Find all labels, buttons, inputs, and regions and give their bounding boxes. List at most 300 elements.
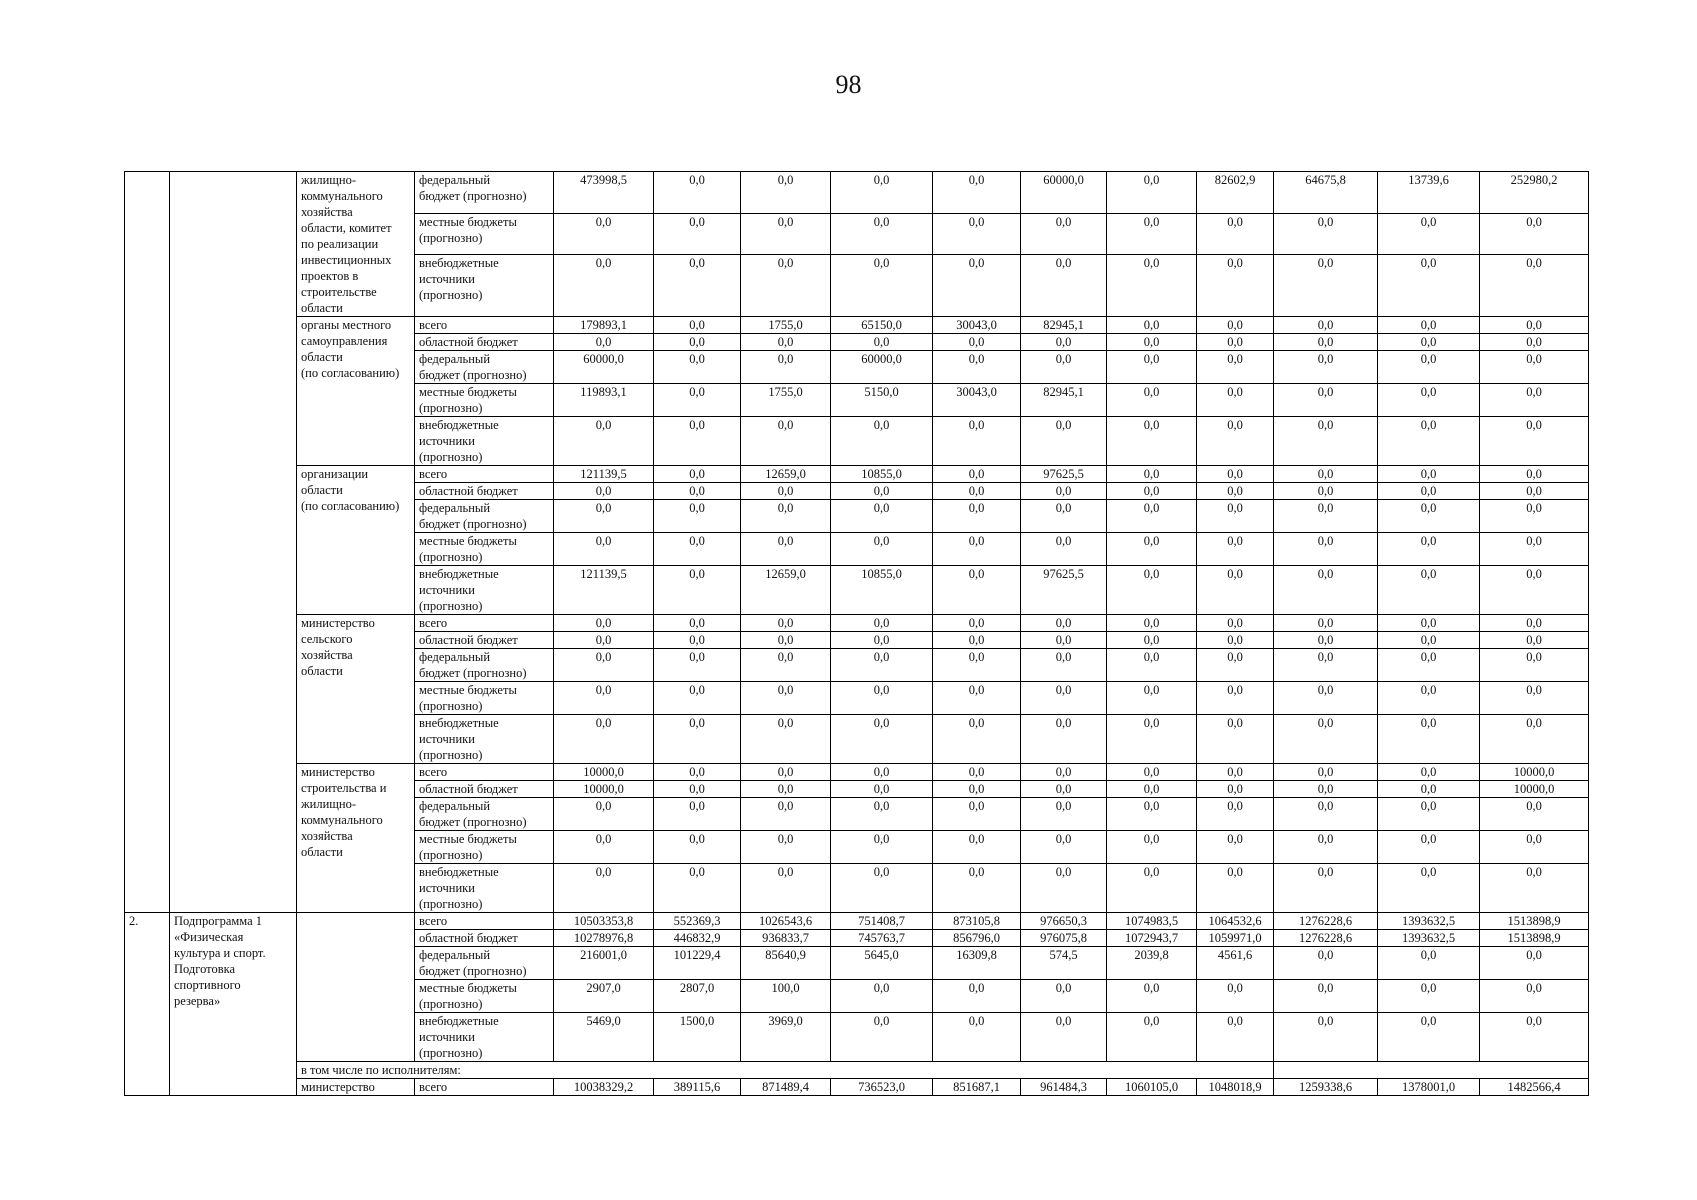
amount-cell: 0,0 bbox=[1197, 781, 1274, 798]
amount-cell: 121139,5 bbox=[554, 566, 654, 615]
amount-cell: 1276228,6 bbox=[1274, 930, 1378, 947]
amount-cell: 961484,3 bbox=[1021, 1079, 1107, 1096]
amount-cell: 0,0 bbox=[1274, 864, 1378, 913]
amount-cell: 0,0 bbox=[831, 715, 933, 764]
amount-cell: 0,0 bbox=[741, 715, 831, 764]
amount-cell: 0,0 bbox=[654, 781, 741, 798]
executor-cell: органы местного самоуправления области (по согласованию) bbox=[297, 317, 415, 466]
amount-cell: 0,0 bbox=[554, 500, 654, 533]
amount-cell: 0,0 bbox=[1197, 864, 1274, 913]
amount-cell: 1378001,0 bbox=[1378, 1079, 1480, 1096]
amount-cell: 0,0 bbox=[654, 649, 741, 682]
amount-cell: 0,0 bbox=[831, 864, 933, 913]
amount-cell: 0,0 bbox=[1021, 798, 1107, 831]
amount-cell: 0,0 bbox=[654, 764, 741, 781]
amount-cell: 0,0 bbox=[1378, 764, 1480, 781]
amount-cell: 0,0 bbox=[1197, 632, 1274, 649]
amount-cell: 0,0 bbox=[1378, 417, 1480, 466]
amount-cell: 0,0 bbox=[654, 500, 741, 533]
amount-cell: 856796,0 bbox=[933, 930, 1021, 947]
amount-cell: 0,0 bbox=[741, 351, 831, 384]
amount-cell: 0,0 bbox=[741, 632, 831, 649]
table-row bbox=[125, 466, 1589, 483]
amount-cell: 0,0 bbox=[741, 615, 831, 632]
amount-cell: 0,0 bbox=[1274, 466, 1378, 483]
amount-cell: 0,0 bbox=[933, 649, 1021, 682]
amount-cell: 0,0 bbox=[1480, 980, 1589, 1013]
amount-cell: 0,0 bbox=[654, 483, 741, 500]
amount-cell: 0,0 bbox=[1274, 798, 1378, 831]
amount-cell: 119893,1 bbox=[554, 384, 654, 417]
amount-cell: 4561,6 bbox=[1197, 947, 1274, 980]
amount-cell: 0,0 bbox=[654, 417, 741, 466]
amount-cell: 0,0 bbox=[1274, 533, 1378, 566]
amount-cell: 0,0 bbox=[1480, 947, 1589, 980]
amount-cell: 0,0 bbox=[1480, 682, 1589, 715]
amount-cell: 0,0 bbox=[831, 632, 933, 649]
funding-source-cell: всего bbox=[415, 913, 554, 930]
amount-cell: 0,0 bbox=[1107, 172, 1197, 214]
funding-source-cell: всего bbox=[415, 764, 554, 781]
amount-cell: 0,0 bbox=[741, 764, 831, 781]
funding-source-cell: областной бюджет bbox=[415, 632, 554, 649]
funding-source-cell: федеральный бюджет (прогнозно) bbox=[415, 500, 554, 533]
funding-source-cell: федеральный бюджет (прогнозно) bbox=[415, 172, 554, 214]
amount-cell: 5645,0 bbox=[831, 947, 933, 980]
amount-cell: 82602,9 bbox=[1197, 172, 1274, 214]
amount-cell: 1500,0 bbox=[654, 1013, 741, 1062]
amount-cell: 0,0 bbox=[1274, 649, 1378, 682]
amount-cell: 0,0 bbox=[654, 715, 741, 764]
amount-cell: 552369,3 bbox=[654, 913, 741, 930]
funding-source-cell: внебюджетные источники (прогнозно) bbox=[415, 417, 554, 466]
amount-cell: 10855,0 bbox=[831, 566, 933, 615]
amount-cell: 1393632,5 bbox=[1378, 930, 1480, 947]
amount-cell: 0,0 bbox=[1107, 615, 1197, 632]
amount-cell: 0,0 bbox=[1021, 615, 1107, 632]
amount-cell: 0,0 bbox=[741, 798, 831, 831]
amount-cell: 0,0 bbox=[1274, 483, 1378, 500]
amount-cell: 65150,0 bbox=[831, 317, 933, 334]
amount-cell: 0,0 bbox=[1274, 417, 1378, 466]
amount-cell: 0,0 bbox=[933, 334, 1021, 351]
amount-cell: 10038329,2 bbox=[554, 1079, 654, 1096]
amount-cell: 0,0 bbox=[1021, 255, 1107, 317]
funding-source-cell: местные бюджеты (прогнозно) bbox=[415, 384, 554, 417]
amount-cell: 0,0 bbox=[1480, 351, 1589, 384]
executor-cell: министерство bbox=[297, 1079, 415, 1096]
amount-cell: 0,0 bbox=[1021, 781, 1107, 798]
amount-cell: 30043,0 bbox=[933, 317, 1021, 334]
amount-cell: 0,0 bbox=[1274, 1013, 1378, 1062]
amount-cell: 0,0 bbox=[1107, 500, 1197, 533]
row-number-cell bbox=[125, 172, 170, 913]
amount-cell: 64675,8 bbox=[1274, 172, 1378, 214]
amount-cell: 0,0 bbox=[1107, 384, 1197, 417]
amount-cell: 871489,4 bbox=[741, 1079, 831, 1096]
amount-cell: 0,0 bbox=[1107, 682, 1197, 715]
amount-cell: 0,0 bbox=[1274, 384, 1378, 417]
amount-cell: 0,0 bbox=[1480, 384, 1589, 417]
table-row bbox=[125, 317, 1589, 334]
table-row bbox=[125, 913, 1589, 930]
amount-cell: 0,0 bbox=[831, 334, 933, 351]
amount-cell: 0,0 bbox=[831, 533, 933, 566]
amount-cell: 0,0 bbox=[741, 682, 831, 715]
amount-cell: 3969,0 bbox=[741, 1013, 831, 1062]
subheader-empty-cell bbox=[1274, 1062, 1589, 1079]
amount-cell: 0,0 bbox=[654, 384, 741, 417]
amount-cell: 0,0 bbox=[1480, 798, 1589, 831]
amount-cell: 5469,0 bbox=[554, 1013, 654, 1062]
amount-cell: 0,0 bbox=[1107, 649, 1197, 682]
amount-cell: 0,0 bbox=[654, 213, 741, 255]
amount-cell: 0,0 bbox=[554, 682, 654, 715]
amount-cell: 0,0 bbox=[1107, 798, 1197, 831]
amount-cell: 0,0 bbox=[933, 351, 1021, 384]
amount-cell: 0,0 bbox=[741, 213, 831, 255]
amount-cell: 13739,6 bbox=[1378, 172, 1480, 214]
executor-cell: организации области (по согласованию) bbox=[297, 466, 415, 615]
funding-source-cell: внебюджетные источники (прогнозно) bbox=[415, 1013, 554, 1062]
amount-cell: 0,0 bbox=[831, 980, 933, 1013]
amount-cell: 0,0 bbox=[1274, 255, 1378, 317]
amount-cell: 0,0 bbox=[741, 172, 831, 214]
amount-cell: 0,0 bbox=[1197, 384, 1274, 417]
subheader-cell: в том числе по исполнителям: bbox=[297, 1062, 1274, 1079]
amount-cell: 0,0 bbox=[1107, 317, 1197, 334]
amount-cell: 0,0 bbox=[933, 831, 1021, 864]
amount-cell: 0,0 bbox=[1107, 632, 1197, 649]
amount-cell: 0,0 bbox=[1021, 649, 1107, 682]
amount-cell: 0,0 bbox=[741, 864, 831, 913]
amount-cell: 0,0 bbox=[1378, 334, 1480, 351]
amount-cell: 0,0 bbox=[1480, 255, 1589, 317]
amount-cell: 0,0 bbox=[1378, 682, 1480, 715]
amount-cell: 0,0 bbox=[831, 500, 933, 533]
amount-cell: 0,0 bbox=[1480, 715, 1589, 764]
amount-cell: 0,0 bbox=[831, 1013, 933, 1062]
amount-cell: 0,0 bbox=[933, 632, 1021, 649]
amount-cell: 936833,7 bbox=[741, 930, 831, 947]
amount-cell: 1026543,6 bbox=[741, 913, 831, 930]
amount-cell: 0,0 bbox=[554, 615, 654, 632]
amount-cell: 0,0 bbox=[554, 483, 654, 500]
amount-cell: 0,0 bbox=[933, 1013, 1021, 1062]
amount-cell: 0,0 bbox=[933, 566, 1021, 615]
amount-cell: 0,0 bbox=[1480, 500, 1589, 533]
amount-cell: 0,0 bbox=[741, 483, 831, 500]
amount-cell: 0,0 bbox=[654, 317, 741, 334]
amount-cell: 0,0 bbox=[1378, 864, 1480, 913]
amount-cell: 0,0 bbox=[741, 781, 831, 798]
funding-source-cell: внебюджетные источники (прогнозно) bbox=[415, 864, 554, 913]
amount-cell: 0,0 bbox=[1021, 533, 1107, 566]
amount-cell: 0,0 bbox=[1274, 947, 1378, 980]
amount-cell: 82945,1 bbox=[1021, 317, 1107, 334]
amount-cell: 736523,0 bbox=[831, 1079, 933, 1096]
amount-cell: 745763,7 bbox=[831, 930, 933, 947]
amount-cell: 0,0 bbox=[654, 533, 741, 566]
amount-cell: 0,0 bbox=[1107, 831, 1197, 864]
funding-source-cell: федеральный бюджет (прогнозно) bbox=[415, 351, 554, 384]
amount-cell: 0,0 bbox=[1021, 980, 1107, 1013]
amount-cell: 0,0 bbox=[1197, 351, 1274, 384]
amount-cell: 0,0 bbox=[654, 864, 741, 913]
amount-cell: 82945,1 bbox=[1021, 384, 1107, 417]
amount-cell: 179893,1 bbox=[554, 317, 654, 334]
funding-source-cell: местные бюджеты (прогнозно) bbox=[415, 533, 554, 566]
program-name-cell: Подпрограмма 1 «Физическая культура и спорт. Подготовка спортивного резерва» bbox=[170, 913, 297, 1096]
amount-cell: 0,0 bbox=[1197, 466, 1274, 483]
amount-cell: 0,0 bbox=[831, 649, 933, 682]
funding-source-cell: областной бюджет bbox=[415, 483, 554, 500]
amount-cell: 1259338,6 bbox=[1274, 1079, 1378, 1096]
amount-cell: 1482566,4 bbox=[1480, 1079, 1589, 1096]
amount-cell: 473998,5 bbox=[554, 172, 654, 214]
amount-cell: 0,0 bbox=[1107, 417, 1197, 466]
amount-cell: 0,0 bbox=[933, 764, 1021, 781]
amount-cell: 0,0 bbox=[1378, 500, 1480, 533]
amount-cell: 2039,8 bbox=[1107, 947, 1197, 980]
funding-source-cell: областной бюджет bbox=[415, 781, 554, 798]
amount-cell: 60000,0 bbox=[1021, 172, 1107, 214]
budget-table bbox=[124, 171, 1589, 1096]
amount-cell: 0,0 bbox=[654, 351, 741, 384]
funding-source-cell: местные бюджеты (прогнозно) bbox=[415, 213, 554, 255]
amount-cell: 0,0 bbox=[1378, 1013, 1480, 1062]
amount-cell: 0,0 bbox=[1021, 334, 1107, 351]
program-name-cell bbox=[170, 172, 297, 913]
funding-source-cell: внебюджетные источники (прогнозно) bbox=[415, 566, 554, 615]
amount-cell: 0,0 bbox=[1274, 317, 1378, 334]
amount-cell: 97625,5 bbox=[1021, 566, 1107, 615]
amount-cell: 0,0 bbox=[1378, 781, 1480, 798]
executor-cell: министерство сельского хозяйства области bbox=[297, 615, 415, 764]
amount-cell: 0,0 bbox=[1480, 632, 1589, 649]
executor-cell: жилищно- коммунального хозяйства области, комитет по реализации инвестиционных проектов в строительстве области bbox=[297, 172, 415, 317]
amount-cell: 0,0 bbox=[1480, 417, 1589, 466]
amount-cell: 0,0 bbox=[654, 682, 741, 715]
amount-cell: 0,0 bbox=[831, 764, 933, 781]
amount-cell: 0,0 bbox=[1107, 715, 1197, 764]
amount-cell: 1059971,0 bbox=[1197, 930, 1274, 947]
amount-cell: 0,0 bbox=[1480, 317, 1589, 334]
amount-cell: 10000,0 bbox=[554, 764, 654, 781]
amount-cell: 0,0 bbox=[1480, 864, 1589, 913]
amount-cell: 121139,5 bbox=[554, 466, 654, 483]
amount-cell: 0,0 bbox=[1480, 213, 1589, 255]
funding-source-cell: федеральный бюджет (прогнозно) bbox=[415, 649, 554, 682]
amount-cell: 0,0 bbox=[1378, 533, 1480, 566]
amount-cell: 0,0 bbox=[1378, 649, 1480, 682]
amount-cell: 0,0 bbox=[1480, 831, 1589, 864]
amount-cell: 0,0 bbox=[654, 566, 741, 615]
amount-cell: 60000,0 bbox=[554, 351, 654, 384]
amount-cell: 0,0 bbox=[1378, 798, 1480, 831]
amount-cell: 2907,0 bbox=[554, 980, 654, 1013]
amount-cell: 0,0 bbox=[1197, 500, 1274, 533]
amount-cell: 0,0 bbox=[1378, 615, 1480, 632]
funding-source-cell: всего bbox=[415, 1079, 554, 1096]
amount-cell: 0,0 bbox=[1378, 632, 1480, 649]
amount-cell: 1755,0 bbox=[741, 384, 831, 417]
amount-cell: 0,0 bbox=[654, 632, 741, 649]
amount-cell: 0,0 bbox=[1480, 334, 1589, 351]
funding-source-cell: всего bbox=[415, 317, 554, 334]
amount-cell: 0,0 bbox=[831, 255, 933, 317]
amount-cell: 0,0 bbox=[1274, 632, 1378, 649]
amount-cell: 0,0 bbox=[741, 649, 831, 682]
table-row bbox=[125, 172, 1589, 214]
amount-cell: 10000,0 bbox=[1480, 764, 1589, 781]
amount-cell: 60000,0 bbox=[831, 351, 933, 384]
amount-cell: 0,0 bbox=[933, 615, 1021, 632]
amount-cell: 0,0 bbox=[1197, 831, 1274, 864]
amount-cell: 0,0 bbox=[1378, 384, 1480, 417]
amount-cell: 0,0 bbox=[1197, 255, 1274, 317]
amount-cell: 1513898,9 bbox=[1480, 913, 1589, 930]
amount-cell: 0,0 bbox=[1107, 533, 1197, 566]
amount-cell: 0,0 bbox=[1107, 351, 1197, 384]
amount-cell: 0,0 bbox=[1480, 566, 1589, 615]
amount-cell: 0,0 bbox=[831, 417, 933, 466]
amount-cell: 0,0 bbox=[654, 831, 741, 864]
amount-cell: 1060105,0 bbox=[1107, 1079, 1197, 1096]
amount-cell: 1755,0 bbox=[741, 317, 831, 334]
amount-cell: 1513898,9 bbox=[1480, 930, 1589, 947]
amount-cell: 0,0 bbox=[1107, 213, 1197, 255]
amount-cell: 0,0 bbox=[1107, 466, 1197, 483]
amount-cell: 0,0 bbox=[933, 213, 1021, 255]
amount-cell: 0,0 bbox=[831, 831, 933, 864]
amount-cell: 0,0 bbox=[1197, 764, 1274, 781]
amount-cell: 0,0 bbox=[831, 213, 933, 255]
amount-cell: 0,0 bbox=[1021, 715, 1107, 764]
funding-source-cell: внебюджетные источники (прогнозно) bbox=[415, 715, 554, 764]
amount-cell: 0,0 bbox=[1197, 715, 1274, 764]
amount-cell: 0,0 bbox=[1274, 781, 1378, 798]
amount-cell: 0,0 bbox=[933, 715, 1021, 764]
funding-source-cell: местные бюджеты (прогнозно) bbox=[415, 980, 554, 1013]
amount-cell: 0,0 bbox=[554, 864, 654, 913]
amount-cell: 0,0 bbox=[831, 483, 933, 500]
amount-cell: 0,0 bbox=[1274, 980, 1378, 1013]
funding-source-cell: всего bbox=[415, 615, 554, 632]
amount-cell: 0,0 bbox=[554, 831, 654, 864]
amount-cell: 0,0 bbox=[1021, 864, 1107, 913]
amount-cell: 0,0 bbox=[1274, 682, 1378, 715]
amount-cell: 0,0 bbox=[1480, 1013, 1589, 1062]
amount-cell: 446832,9 bbox=[654, 930, 741, 947]
amount-cell: 0,0 bbox=[1197, 682, 1274, 715]
funding-source-cell: внебюджетные источники (прогнозно) bbox=[415, 255, 554, 317]
budget-table-body bbox=[125, 172, 1589, 1096]
amount-cell: 0,0 bbox=[831, 172, 933, 214]
amount-cell: 0,0 bbox=[554, 213, 654, 255]
amount-cell: 0,0 bbox=[1480, 615, 1589, 632]
amount-cell: 2807,0 bbox=[654, 980, 741, 1013]
funding-source-cell: областной бюджет bbox=[415, 334, 554, 351]
amount-cell: 0,0 bbox=[933, 980, 1021, 1013]
amount-cell: 0,0 bbox=[933, 172, 1021, 214]
amount-cell: 0,0 bbox=[831, 798, 933, 831]
table-row bbox=[125, 1079, 1589, 1096]
amount-cell: 216001,0 bbox=[554, 947, 654, 980]
amount-cell: 976075,8 bbox=[1021, 930, 1107, 947]
amount-cell: 0,0 bbox=[1274, 500, 1378, 533]
amount-cell: 0,0 bbox=[654, 615, 741, 632]
amount-cell: 1074983,5 bbox=[1107, 913, 1197, 930]
amount-cell: 0,0 bbox=[1197, 334, 1274, 351]
amount-cell: 0,0 bbox=[1480, 466, 1589, 483]
funding-source-cell: областной бюджет bbox=[415, 930, 554, 947]
amount-cell: 5150,0 bbox=[831, 384, 933, 417]
amount-cell: 10278976,8 bbox=[554, 930, 654, 947]
amount-cell: 0,0 bbox=[554, 649, 654, 682]
amount-cell: 97625,5 bbox=[1021, 466, 1107, 483]
table-row bbox=[125, 764, 1589, 781]
amount-cell: 0,0 bbox=[1274, 715, 1378, 764]
amount-cell: 0,0 bbox=[1197, 980, 1274, 1013]
amount-cell: 0,0 bbox=[1021, 831, 1107, 864]
amount-cell: 0,0 bbox=[1021, 500, 1107, 533]
amount-cell: 0,0 bbox=[1197, 533, 1274, 566]
amount-cell: 0,0 bbox=[1378, 566, 1480, 615]
amount-cell: 0,0 bbox=[1378, 980, 1480, 1013]
amount-cell: 0,0 bbox=[741, 255, 831, 317]
amount-cell: 10855,0 bbox=[831, 466, 933, 483]
amount-cell: 0,0 bbox=[1274, 334, 1378, 351]
amount-cell: 0,0 bbox=[1274, 351, 1378, 384]
amount-cell: 0,0 bbox=[933, 798, 1021, 831]
amount-cell: 0,0 bbox=[1197, 649, 1274, 682]
amount-cell: 0,0 bbox=[1274, 615, 1378, 632]
amount-cell: 30043,0 bbox=[933, 384, 1021, 417]
amount-cell: 1064532,6 bbox=[1197, 913, 1274, 930]
amount-cell: 0,0 bbox=[1107, 980, 1197, 1013]
table-row bbox=[125, 615, 1589, 632]
amount-cell: 0,0 bbox=[1107, 1013, 1197, 1062]
amount-cell: 0,0 bbox=[654, 466, 741, 483]
amount-cell: 0,0 bbox=[554, 798, 654, 831]
amount-cell: 0,0 bbox=[1274, 566, 1378, 615]
amount-cell: 0,0 bbox=[1378, 947, 1480, 980]
amount-cell: 0,0 bbox=[1378, 213, 1480, 255]
amount-cell: 0,0 bbox=[1378, 466, 1480, 483]
amount-cell: 0,0 bbox=[1378, 255, 1480, 317]
amount-cell: 0,0 bbox=[1197, 213, 1274, 255]
amount-cell: 0,0 bbox=[1480, 483, 1589, 500]
funding-source-cell: местные бюджеты (прогнозно) bbox=[415, 831, 554, 864]
amount-cell: 0,0 bbox=[933, 682, 1021, 715]
amount-cell: 0,0 bbox=[933, 500, 1021, 533]
amount-cell: 0,0 bbox=[1274, 831, 1378, 864]
amount-cell: 0,0 bbox=[554, 715, 654, 764]
amount-cell: 0,0 bbox=[1107, 781, 1197, 798]
amount-cell: 0,0 bbox=[741, 334, 831, 351]
amount-cell: 0,0 bbox=[1021, 632, 1107, 649]
amount-cell: 0,0 bbox=[1021, 1013, 1107, 1062]
amount-cell: 0,0 bbox=[1480, 533, 1589, 566]
amount-cell: 0,0 bbox=[1107, 864, 1197, 913]
amount-cell: 0,0 bbox=[1378, 715, 1480, 764]
amount-cell: 0,0 bbox=[654, 334, 741, 351]
amount-cell: 10503353,8 bbox=[554, 913, 654, 930]
amount-cell: 10000,0 bbox=[554, 781, 654, 798]
amount-cell: 0,0 bbox=[1107, 255, 1197, 317]
amount-cell: 0,0 bbox=[1021, 483, 1107, 500]
